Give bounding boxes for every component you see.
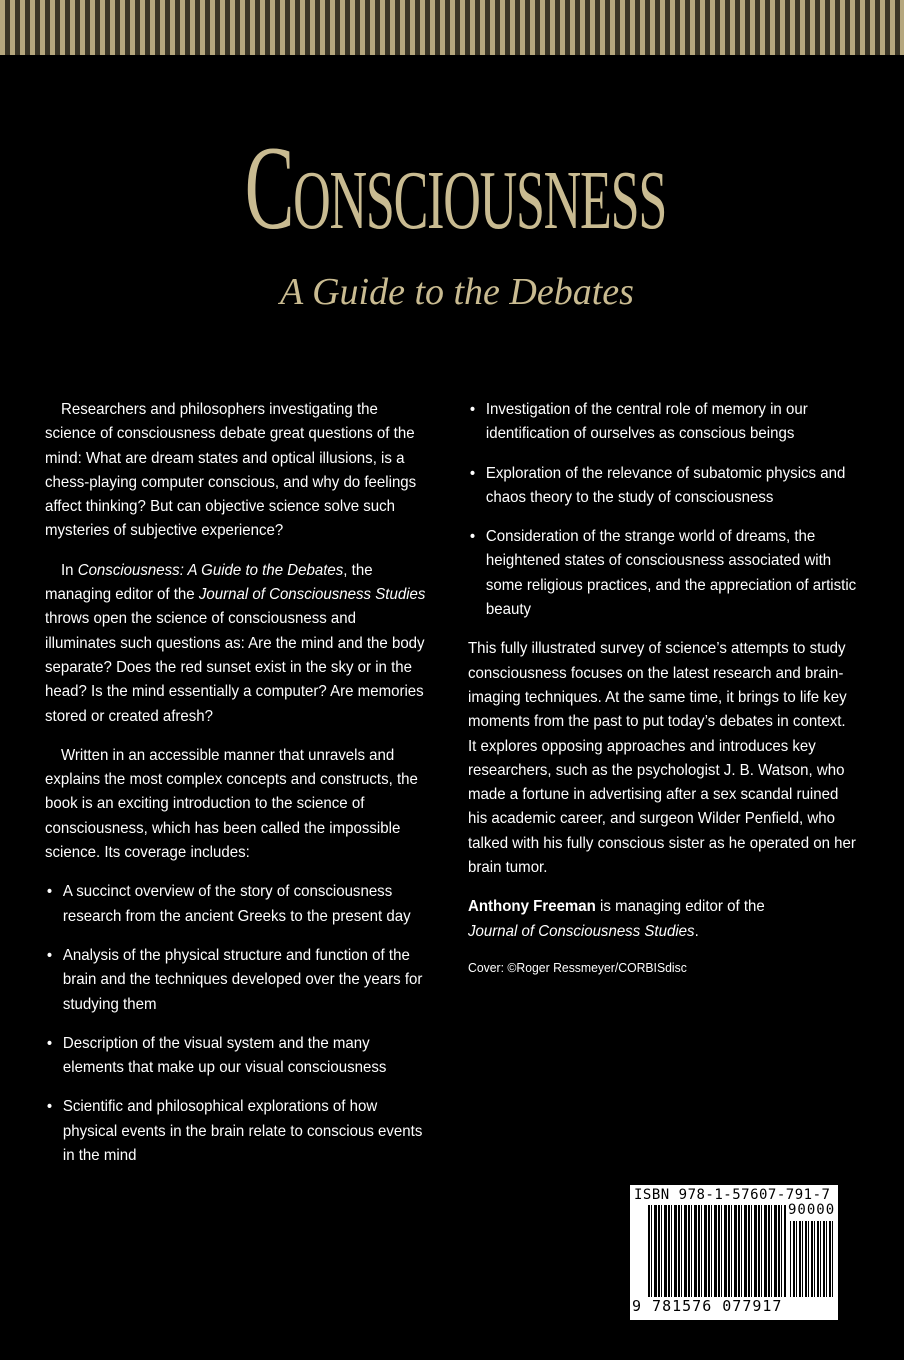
coverage-list-right: [468, 398, 858, 622]
list-item: • A succinct overview of the story of consciousness research from the ancient Greeks to the present day: [45, 880, 430, 929]
isbn-barcode: [630, 1185, 838, 1320]
price-code: 90000: [788, 1202, 836, 1218]
coverage-paragraph: Written in an accessible manner that unravels and explains the most complex concepts and constructs, the book is an exciting introduction to the science of consciousness, which has been called the impossible science. Its coverage includes:: [45, 746, 418, 862]
list-item: • Analysis of the physical structure and function of the brain and the techniques developed over the years for studying them: [45, 944, 430, 1017]
ean-number: 9 781576 077917: [632, 1297, 783, 1315]
author-name: Anthony Freeman: [468, 898, 596, 916]
list-item: • Investigation of the central role of memory in our identification of ourselves as conscious beings: [468, 398, 858, 447]
author-bio-text: is managing editor of the: [595, 898, 765, 916]
decorative-stripe-band: [0, 0, 904, 55]
list-item: • Exploration of the relevance of subatomic physics and chaos theory to the study of consciousness: [468, 462, 858, 511]
book-title: Consciousness: [244, 121, 667, 254]
author-bio: [468, 895, 858, 944]
coverage-list-left: [45, 880, 430, 1168]
book-title-inline: Consciousness: A Guide to the Debates: [77, 561, 344, 579]
author-bio-end: .: [694, 922, 699, 940]
book-subtitle: A Guide to the Debates: [280, 271, 634, 313]
list-item: • Consideration of the strange world of dreams, the heightened states of consciousness associated with some religious practices, and the appreciation of artistic beauty: [468, 525, 858, 622]
intro-paragraph: Researchers and philosophers investigating the science of consciousness debate great questions of the mind: What are dream states and optical illusions, is a chess-playing computer conscious, and why do feelings affect thinking? But can objective science solve such mysteries of subjective experience?: [45, 401, 417, 540]
para2-rest: throws open the science of consciousness and illuminates such questions as: Are the mind and the body separate? Does the red sunset exist in the sky or in the head? Is the mind essentially a computer? Are memories stored or created afresh?: [45, 610, 425, 725]
list-item: • Description of the visual system and the many elements that make up our visual consciousness: [45, 1032, 430, 1081]
ean-bars: [648, 1205, 786, 1297]
cover-credit: Cover: ©Roger Ressmeyer/CORBISdisc: [468, 959, 687, 975]
price-bars: [790, 1221, 834, 1297]
para2-lead: In: [60, 561, 78, 579]
book-summary-paragraph: [45, 559, 430, 729]
list-item: • Scientific and philosophical explorations of how physical events in the brain relate to conscious events in the mind: [45, 1095, 430, 1168]
left-column: [45, 398, 430, 1183]
journal-title-inline: Journal of Consciousness Studies: [198, 586, 426, 604]
survey-paragraph: This fully illustrated survey of science’s attempts to study consciousness focuses on the latest research and brain-imaging techniques. At the same time, it brings to life key moments from the past to put today’s debates in context. It explores opposing approaches and introduces key researchers, such as the psychologist J. B. Watson, who made a fortune in advertising after a sex scandal ruined his academic career, and surgeon Wilder Penfield, who talked with his fully conscious sister as he operated on her brain tumor.: [468, 640, 856, 877]
isbn-number: ISBN 978-1-57607-791-7: [634, 1187, 831, 1203]
author-journal: Journal of Consciousness Studies: [468, 922, 695, 940]
para2-mid: , the managing editor of the: [45, 561, 373, 604]
right-column: [468, 398, 858, 977]
